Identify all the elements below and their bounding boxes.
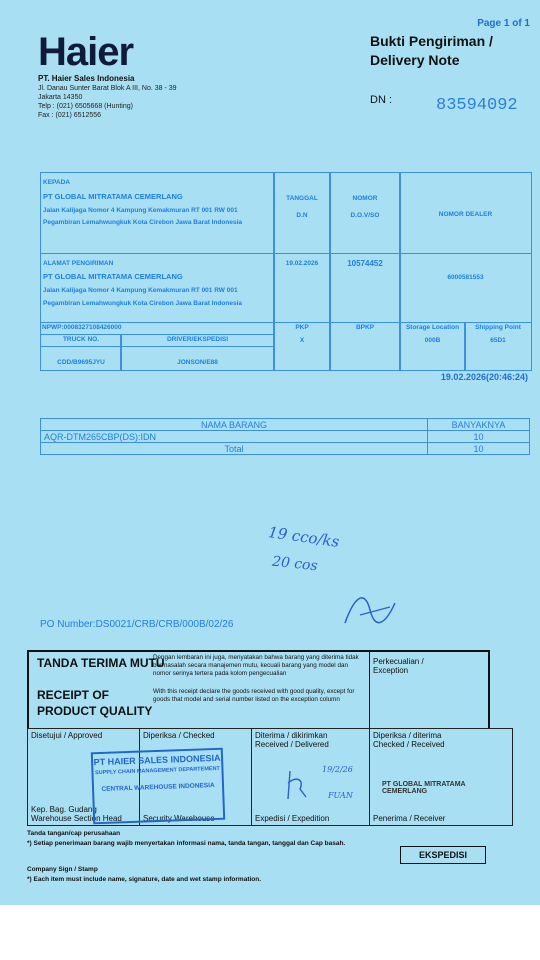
expedition-label: Expedisi / Expedition bbox=[255, 814, 330, 823]
nomor-value: 10574452 bbox=[347, 259, 383, 268]
kepada-name: PT GLOBAL MITRATAMA CEMERLANG bbox=[43, 192, 183, 201]
kepada-label: KEPADA bbox=[43, 179, 70, 186]
quality-receipt-box bbox=[27, 650, 371, 728]
dealer-header bbox=[399, 172, 532, 254]
items-table bbox=[40, 418, 530, 455]
shipping-label: Shipping Point bbox=[475, 324, 521, 331]
table-row bbox=[41, 431, 530, 443]
sign-note: *) Setiap penerimaan barang wajib menyertakan informasi nama, tanda tangan, tanggal dan Cap basah. bbox=[27, 840, 346, 847]
col-banyaknya: BANYAKNYA bbox=[428, 419, 530, 431]
print-timestamp: 19.02.2026(20:46:24) bbox=[440, 372, 528, 382]
exception-box bbox=[369, 650, 490, 728]
pkp-value: X bbox=[299, 337, 305, 344]
total-row bbox=[41, 443, 530, 455]
receiver-label-en: Checked / Received bbox=[373, 740, 445, 749]
item-qty: 10 bbox=[428, 431, 530, 443]
handwritten-note-2: 20 cos bbox=[271, 553, 319, 575]
bpkp-label: BPKP bbox=[355, 324, 375, 331]
warehouse-head-id: Kep. Bag. Gudang bbox=[31, 805, 97, 814]
handwritten-note-1: 19 cco/ks bbox=[267, 523, 341, 551]
company-sign-label: Company Sign / Stamp bbox=[27, 866, 98, 873]
stamp-line-1: PT HAIER SALES INDONESIA bbox=[93, 752, 221, 768]
delivered-label-en: Received / Delivered bbox=[255, 740, 329, 749]
dealer-label: NOMOR DEALER bbox=[438, 211, 493, 218]
items-header-row bbox=[41, 419, 530, 431]
tanggal-cell bbox=[273, 253, 331, 323]
haier-logo: Haier bbox=[38, 30, 134, 74]
total-qty: 10 bbox=[428, 443, 530, 455]
delivery-name-note: FUAN bbox=[328, 791, 353, 800]
nomor-sub: D.O.V/SO bbox=[350, 212, 380, 219]
ekspedisi-box: EKSPEDISI bbox=[400, 846, 486, 864]
tanggal-sub: D.N bbox=[296, 212, 308, 219]
company-name: PT. Haier Sales Indonesia bbox=[38, 74, 135, 83]
storage-cell bbox=[399, 322, 466, 371]
stamp-line-2: SUPPLY CHAIN MANAGEMENT DEPARTEMENT bbox=[94, 765, 220, 777]
truck-value: CDD/B9695JYU bbox=[57, 359, 105, 366]
bpkp-cell bbox=[329, 322, 401, 371]
tanggal-value: 19.02.2026 bbox=[285, 260, 319, 267]
pkp-label: PKP bbox=[295, 324, 309, 331]
quality-text-en: With this receipt declare the goods received with good quality, except for goods that model and serial number listed on the exception column bbox=[153, 688, 355, 703]
approved-label: Disetujui / Approved bbox=[31, 731, 103, 740]
delivery-date-note: 19/2/26 bbox=[322, 765, 353, 774]
warehouse-head-en: Warehouse Section Head bbox=[31, 814, 122, 823]
alamat-box bbox=[40, 253, 275, 323]
dn-number: 83594092 bbox=[436, 96, 518, 115]
alamat-address-1: Jalan Kalijaga Nomor 4 Kampung Kemakmuran RT 001 RW 001 bbox=[43, 287, 238, 294]
title-line-1: Bukti Pengiriman / bbox=[370, 33, 493, 49]
col-nama-barang: NAMA BARANG bbox=[41, 419, 428, 431]
company-phone: Telp : (021) 6505668 (Hunting) bbox=[38, 103, 133, 110]
title-line-2: Delivery Note bbox=[370, 52, 460, 68]
receiver-label-id: Diperiksa / diterima bbox=[373, 731, 442, 740]
driver-value: JONSON/E88 bbox=[177, 359, 218, 366]
company-sign-note: *) Each item must include name, signature, date and wet stamp information. bbox=[27, 876, 262, 883]
storage-label: Storage Location bbox=[405, 324, 460, 331]
tanggal-header bbox=[273, 172, 331, 254]
signature-scribble bbox=[340, 585, 400, 630]
quality-text-id: Dengan lembaran ini juga, menyatakan bahwa barang yang diterima tidak bermasalah secara manajemen mutu, kecuali barang yang model dan nomor serinya tertera pada kolom pengecualian bbox=[153, 654, 359, 677]
nomor-header bbox=[329, 172, 401, 254]
alamat-name: PT GLOBAL MITRATAMA CEMERLANG bbox=[43, 272, 183, 281]
driver-label: DRIVER/EKSPEDISI bbox=[166, 336, 229, 343]
receiver-stamp: PT GLOBAL MITRATAMA CEMERLANG bbox=[382, 781, 466, 795]
nomor-cell bbox=[329, 253, 401, 323]
storage-value: 000B bbox=[424, 337, 441, 344]
npwp: NPWP:0008327108426000 bbox=[42, 324, 122, 331]
shipping-value: 65D1 bbox=[490, 337, 506, 344]
delivered-column bbox=[252, 729, 370, 825]
driver-cell bbox=[120, 346, 275, 371]
po-number: PO Number:DS0021/CRB/CRB/000B/02/26 bbox=[40, 619, 234, 630]
warehouse-stamp bbox=[91, 748, 225, 825]
delivered-label-id: Diterima / dikirimkan bbox=[255, 731, 328, 740]
kepada-box bbox=[40, 172, 275, 254]
item-name: AQR-DTM265CBP(DS):IDN bbox=[41, 431, 428, 443]
expedition-signature bbox=[282, 767, 312, 803]
receiver-label: Penerima / Receiver bbox=[373, 814, 446, 823]
page-number: Page 1 of 1 bbox=[477, 18, 530, 29]
total-label: Total bbox=[41, 443, 428, 455]
truck-cell bbox=[40, 346, 122, 371]
stamp-line-3: CENTRAL WAREHOUSE INDONESIA bbox=[101, 782, 215, 793]
security-label: Security Warehouse bbox=[143, 814, 215, 823]
nomor-label: NOMOR bbox=[352, 195, 378, 202]
kepada-address-2: Pegambiran Lemahwungkuk Kota Cirebon Jawa Barat Indonesia bbox=[43, 219, 243, 226]
shipping-cell bbox=[464, 322, 532, 371]
tanggal-label: TANGGAL bbox=[286, 195, 318, 202]
document-title bbox=[370, 32, 493, 70]
quality-title-id: TANDA TERIMA MUTU bbox=[37, 656, 165, 670]
pkp-cell bbox=[273, 322, 331, 371]
dealer-value: 6000581553 bbox=[447, 274, 484, 281]
dn-label: DN : bbox=[370, 94, 392, 106]
alamat-address-2: Pegambiran Lemahwungkuk Kota Cirebon Jawa Barat Indonesia bbox=[43, 300, 243, 307]
exception-label: Perkecualian / Exception bbox=[373, 657, 424, 675]
receiver-column bbox=[370, 729, 512, 825]
kepada-address-1: Jalan Kalijaga Nomor 4 Kampung Kemakmuran RT 001 RW 001 bbox=[43, 207, 238, 214]
checked-label: Diperiksa / Checked bbox=[143, 731, 215, 740]
company-fax: Fax : (021) 6512556 bbox=[38, 112, 102, 119]
quality-title-en: RECEIPT OF PRODUCT QUALITY bbox=[37, 688, 153, 718]
alamat-label: ALAMAT PENGIRIMAN bbox=[43, 260, 114, 267]
company-address-line: Jl. Danau Sunter Barat Blok A III, No. 38 - 39 bbox=[38, 85, 177, 92]
company-address-line: Jakarta 14350 bbox=[38, 94, 83, 101]
sign-label: Tanda tangan/cap perusahaan bbox=[27, 830, 121, 837]
dealer-cell bbox=[399, 253, 532, 323]
truck-label: TRUCK NO. bbox=[62, 336, 100, 343]
